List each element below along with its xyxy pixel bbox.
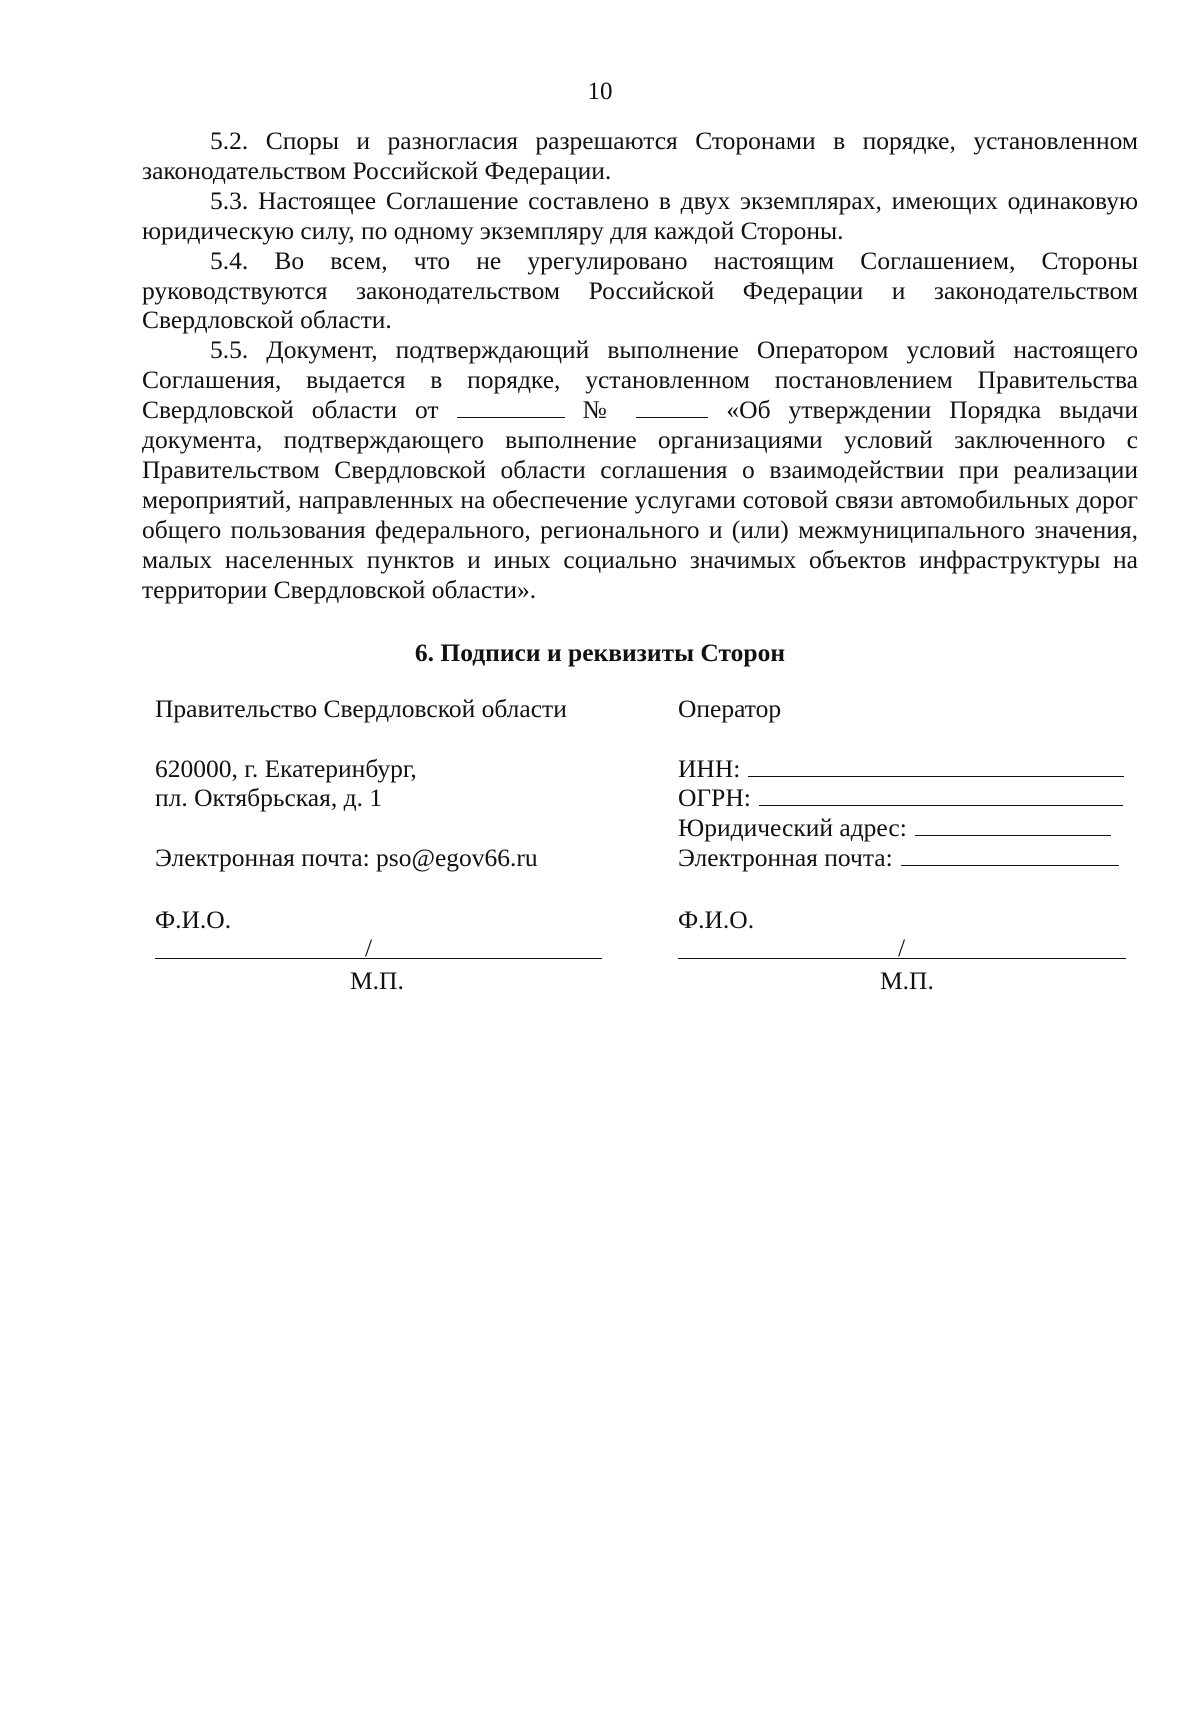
left-party-block: [155, 0, 625, 1000]
inn-row: [678, 754, 1124, 783]
right-party-name: Оператор: [678, 694, 782, 723]
ogrn-row: [678, 783, 1123, 812]
legal-address-label: Юридический адрес:: [678, 813, 907, 842]
left-party-address-line2: пл. Октябрьская, д. 1: [155, 783, 383, 812]
page-number: 10: [587, 78, 613, 105]
legal-address-row: [678, 813, 1111, 842]
section-title: 6. Подписи и реквизиты Сторон: [414, 638, 786, 667]
operator-email-field: [901, 845, 1119, 866]
clause-5-5-part1: 5.5. Документ, подтверждающий выполнение Оператором условий настоящего Соглашения, выдается в порядке, установленном постановлением Правительства Свердловской области от: [142, 335, 1138, 425]
operator-email-label: Электронная почта:: [678, 843, 893, 872]
clause-5-3: 5.3. Настоящее Соглашение составлено в двух экземплярах, имеющих одинаковую юридическую силу, по одному экземпляру для каждой Стороны.: [142, 185, 1138, 245]
number-sign: №: [582, 395, 619, 425]
inn-label: ИНН:: [678, 754, 741, 783]
inn-field: [748, 756, 1124, 777]
left-signature-slash: /: [365, 933, 373, 962]
right-stamp-label: М.П.: [880, 966, 934, 995]
operator-email-row: [678, 843, 1119, 872]
clause-5-4: 5.4. Во всем, что не урегулировано настоящим Соглашением, Стороны руководствуются законодательством Российской Федерации и законодательством Свердловской области.: [142, 245, 1138, 335]
clause-5-5-part2: «Об утверждении Порядка выдачи документа, подтверждающего выполнение организациями условий заключенного с Правительством Свердловской области соглашения о взаимодействии при реализации мероприятий, направленных на обеспечение услугами сотовой связи автомобильных дорог общего пользования федерального, регионального и (или) межмуниципального значения, малых населенных пунктов и иных социально значимых объектов инфраструктуры на территории Свердловской области».: [142, 395, 1139, 604]
clause-5-2: 5.2. Споры и разногласия разрешаются Сторонами в порядке, установленном законодательством Российской Федерации.: [142, 126, 1138, 185]
right-party-block: [678, 0, 1138, 1000]
ogrn-field: [759, 785, 1123, 806]
legal-address-field: [915, 815, 1111, 836]
left-party-name: Правительство Свердловской области: [155, 694, 567, 723]
left-party-email: Электронная почта: pso@egov66.ru: [155, 843, 538, 872]
left-stamp-label: М.П.: [350, 966, 404, 995]
left-party-fio-label: Ф.И.О.: [155, 905, 232, 934]
right-party-fio-label: Ф.И.О.: [678, 905, 755, 934]
ogrn-label: ОГРН:: [678, 783, 751, 812]
left-party-address-line1: 620000, г. Екатеринбург,: [155, 754, 417, 783]
right-signature-slash: /: [898, 933, 906, 962]
left-signature-line: [155, 958, 602, 959]
